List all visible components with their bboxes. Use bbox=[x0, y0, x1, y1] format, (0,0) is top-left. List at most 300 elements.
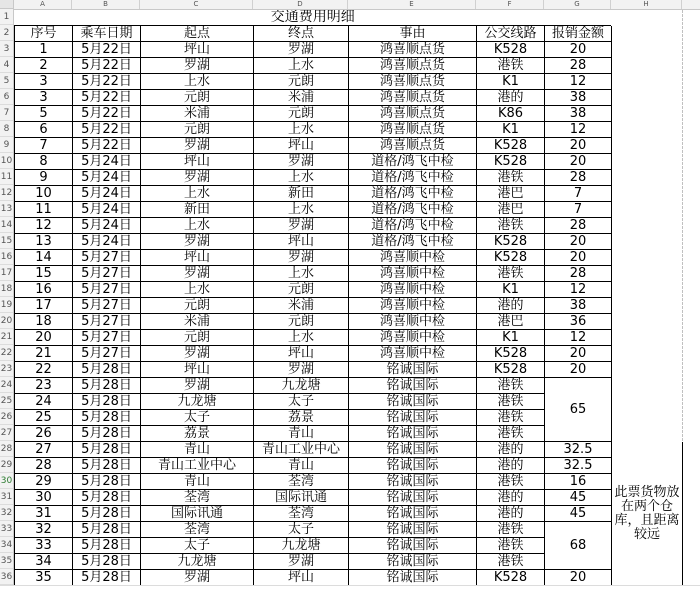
row-header-22[interactable]: 22 bbox=[0, 345, 13, 361]
data-cell[interactable]: 港铁 bbox=[477, 410, 545, 426]
data-cell[interactable]: 5月24日 bbox=[73, 202, 141, 218]
data-cell[interactable]: 30 bbox=[15, 490, 73, 506]
data-cell[interactable]: 荃湾 bbox=[254, 474, 349, 490]
data-cell[interactable]: 5月27日 bbox=[73, 346, 141, 362]
data-cell[interactable]: 港铁 bbox=[477, 554, 545, 570]
row-header-3[interactable]: 3 bbox=[0, 41, 13, 57]
data-cell[interactable]: 11 bbox=[15, 202, 73, 218]
data-cell[interactable]: 5月22日 bbox=[73, 106, 141, 122]
empty-cell[interactable] bbox=[612, 314, 683, 330]
data-cell[interactable]: 5月28日 bbox=[73, 490, 141, 506]
row-header-34[interactable]: 34 bbox=[0, 537, 13, 553]
data-cell[interactable]: 5月24日 bbox=[73, 218, 141, 234]
data-cell[interactable]: 5月28日 bbox=[73, 538, 141, 554]
row-header-11[interactable]: 11 bbox=[0, 169, 13, 185]
empty-cell[interactable] bbox=[612, 378, 683, 394]
data-cell[interactable]: 鸿喜顺点货 bbox=[349, 106, 477, 122]
data-cell[interactable]: 5月22日 bbox=[73, 58, 141, 74]
data-cell[interactable]: 27 bbox=[15, 442, 73, 458]
data-cell[interactable]: 34 bbox=[15, 554, 73, 570]
row-header-24[interactable]: 24 bbox=[0, 377, 13, 393]
header-cell[interactable]: 公交线路 bbox=[477, 26, 545, 42]
amount-cell[interactable]: 38 bbox=[545, 90, 612, 106]
data-cell[interactable]: 25 bbox=[15, 410, 73, 426]
data-cell[interactable]: 14 bbox=[15, 250, 73, 266]
note-cell[interactable]: 此票货物放在两个仓库，且距离较远 bbox=[612, 442, 683, 586]
data-cell[interactable]: 12 bbox=[15, 218, 73, 234]
column-header-h[interactable]: H bbox=[611, 0, 682, 9]
data-cell[interactable]: 港铁 bbox=[477, 266, 545, 282]
data-cell[interactable]: 港巴 bbox=[477, 186, 545, 202]
data-cell[interactable]: 鸿喜顺中检 bbox=[349, 330, 477, 346]
header-cell[interactable]: 报销金额 bbox=[545, 26, 612, 42]
amount-cell[interactable]: 12 bbox=[545, 330, 612, 346]
data-cell[interactable]: 道格/鸿飞中检 bbox=[349, 234, 477, 250]
data-cell[interactable]: 罗湖 bbox=[141, 346, 254, 362]
data-cell[interactable]: 米浦 bbox=[254, 298, 349, 314]
data-cell[interactable]: 铭诚国际 bbox=[349, 426, 477, 442]
row-header-1[interactable]: 1 bbox=[0, 9, 13, 25]
empty-cell[interactable] bbox=[612, 10, 683, 26]
data-cell[interactable]: 18 bbox=[15, 314, 73, 330]
data-cell[interactable]: 铭诚国际 bbox=[349, 474, 477, 490]
select-all-corner[interactable] bbox=[0, 0, 14, 9]
data-cell[interactable]: 港的 bbox=[477, 458, 545, 474]
data-cell[interactable]: 道格/鸿飞中检 bbox=[349, 218, 477, 234]
data-cell[interactable]: 青山工业中心 bbox=[254, 442, 349, 458]
data-cell[interactable]: 上水 bbox=[141, 282, 254, 298]
data-cell[interactable]: 5月28日 bbox=[73, 458, 141, 474]
data-cell[interactable]: 5 bbox=[15, 106, 73, 122]
amount-cell[interactable]: 28 bbox=[545, 170, 612, 186]
data-cell[interactable]: 铭诚国际 bbox=[349, 362, 477, 378]
row-header-28[interactable]: 28 bbox=[0, 441, 13, 457]
data-cell[interactable]: 铭诚国际 bbox=[349, 506, 477, 522]
data-cell[interactable]: 坪山 bbox=[254, 234, 349, 250]
data-cell[interactable]: K1 bbox=[477, 282, 545, 298]
data-cell[interactable]: 铭诚国际 bbox=[349, 538, 477, 554]
data-cell[interactable]: 罗湖 bbox=[254, 42, 349, 58]
data-cell[interactable]: 32 bbox=[15, 522, 73, 538]
empty-cell[interactable] bbox=[612, 186, 683, 202]
empty-cell[interactable] bbox=[612, 154, 683, 170]
data-cell[interactable]: 1 bbox=[15, 42, 73, 58]
data-cell[interactable]: 港的 bbox=[477, 490, 545, 506]
data-cell[interactable]: 港的 bbox=[477, 442, 545, 458]
empty-cell[interactable] bbox=[612, 410, 683, 426]
data-cell[interactable]: K528 bbox=[477, 362, 545, 378]
data-cell[interactable]: K1 bbox=[477, 74, 545, 90]
data-cell[interactable]: 铭诚国际 bbox=[349, 410, 477, 426]
amount-cell[interactable]: 20 bbox=[545, 138, 612, 154]
data-cell[interactable]: 罗湖 bbox=[254, 362, 349, 378]
data-cell[interactable]: 5月27日 bbox=[73, 298, 141, 314]
data-cell[interactable]: 5月24日 bbox=[73, 170, 141, 186]
data-cell[interactable]: 23 bbox=[15, 378, 73, 394]
data-cell[interactable]: 九龙塘 bbox=[141, 394, 254, 410]
row-header-20[interactable]: 20 bbox=[0, 313, 13, 329]
data-cell[interactable]: 24 bbox=[15, 394, 73, 410]
data-cell[interactable]: 上水 bbox=[254, 122, 349, 138]
data-cell[interactable]: 道格/鸿飞中检 bbox=[349, 170, 477, 186]
data-cell[interactable]: 荃湾 bbox=[141, 522, 254, 538]
data-cell[interactable]: 青山 bbox=[254, 426, 349, 442]
amount-cell[interactable]: 16 bbox=[545, 474, 612, 490]
data-cell[interactable]: 国际讯通 bbox=[254, 490, 349, 506]
row-header-23[interactable]: 23 bbox=[0, 361, 13, 377]
amount-cell[interactable]: 45 bbox=[545, 490, 612, 506]
data-cell[interactable]: 5月24日 bbox=[73, 154, 141, 170]
data-cell[interactable]: 5月28日 bbox=[73, 506, 141, 522]
data-cell[interactable]: 29 bbox=[15, 474, 73, 490]
amount-cell[interactable]: 45 bbox=[545, 506, 612, 522]
empty-cell[interactable] bbox=[612, 330, 683, 346]
data-cell[interactable]: 鸿喜顺点货 bbox=[349, 122, 477, 138]
data-cell[interactable]: 5月28日 bbox=[73, 554, 141, 570]
empty-cell[interactable] bbox=[612, 106, 683, 122]
data-cell[interactable]: 罗湖 bbox=[141, 58, 254, 74]
empty-cell[interactable] bbox=[612, 362, 683, 378]
amount-cell[interactable]: 28 bbox=[545, 218, 612, 234]
data-cell[interactable]: 8 bbox=[15, 154, 73, 170]
data-cell[interactable]: 5月27日 bbox=[73, 250, 141, 266]
data-cell[interactable]: 17 bbox=[15, 298, 73, 314]
amount-cell[interactable]: 36 bbox=[545, 314, 612, 330]
empty-cell[interactable] bbox=[612, 122, 683, 138]
data-cell[interactable]: 港铁 bbox=[477, 426, 545, 442]
amount-cell[interactable]: 38 bbox=[545, 106, 612, 122]
data-cell[interactable]: 鸿喜顺中检 bbox=[349, 346, 477, 362]
data-cell[interactable]: 米浦 bbox=[141, 106, 254, 122]
data-cell[interactable]: 铭诚国际 bbox=[349, 378, 477, 394]
data-cell[interactable]: 5月22日 bbox=[73, 138, 141, 154]
amount-cell[interactable]: 12 bbox=[545, 74, 612, 90]
data-cell[interactable]: 31 bbox=[15, 506, 73, 522]
data-cell[interactable]: 5月27日 bbox=[73, 282, 141, 298]
row-header-25[interactable]: 25 bbox=[0, 393, 13, 409]
merged-amount-cell[interactable]: 65 bbox=[545, 378, 612, 442]
data-cell[interactable]: 上水 bbox=[141, 74, 254, 90]
header-cell[interactable]: 乘车日期 bbox=[73, 26, 141, 42]
empty-cell[interactable] bbox=[612, 74, 683, 90]
data-cell[interactable]: 鸿喜顺中检 bbox=[349, 282, 477, 298]
data-cell[interactable]: 港铁 bbox=[477, 394, 545, 410]
amount-cell[interactable]: 7 bbox=[545, 186, 612, 202]
data-cell[interactable]: 5月28日 bbox=[73, 522, 141, 538]
data-cell[interactable]: 5月22日 bbox=[73, 74, 141, 90]
empty-cell[interactable] bbox=[612, 170, 683, 186]
data-cell[interactable]: 铭诚国际 bbox=[349, 522, 477, 538]
data-cell[interactable]: 5月28日 bbox=[73, 442, 141, 458]
data-cell[interactable]: 上水 bbox=[141, 186, 254, 202]
data-cell[interactable]: 道格/鸿飞中检 bbox=[349, 154, 477, 170]
data-cell[interactable]: K528 bbox=[477, 154, 545, 170]
data-cell[interactable]: 20 bbox=[15, 330, 73, 346]
amount-cell[interactable]: 32.5 bbox=[545, 458, 612, 474]
row-header-36[interactable]: 36 bbox=[0, 569, 13, 585]
data-cell[interactable]: 5月28日 bbox=[73, 474, 141, 490]
empty-cell[interactable] bbox=[612, 58, 683, 74]
data-cell[interactable]: 元朗 bbox=[141, 90, 254, 106]
data-cell[interactable]: 港铁 bbox=[477, 474, 545, 490]
data-cell[interactable]: 新田 bbox=[254, 186, 349, 202]
data-cell[interactable]: 5月28日 bbox=[73, 362, 141, 378]
data-cell[interactable]: 坪山 bbox=[141, 42, 254, 58]
data-cell[interactable]: 罗湖 bbox=[141, 138, 254, 154]
data-cell[interactable]: 道格/鸿飞中检 bbox=[349, 202, 477, 218]
empty-cell[interactable] bbox=[612, 426, 683, 442]
data-cell[interactable]: 鸿喜顺点货 bbox=[349, 42, 477, 58]
header-cell[interactable]: 事由 bbox=[349, 26, 477, 42]
data-cell[interactable]: 太子 bbox=[254, 522, 349, 538]
data-cell[interactable]: 九龙塘 bbox=[254, 538, 349, 554]
data-cell[interactable]: 元朗 bbox=[141, 298, 254, 314]
row-header-15[interactable]: 15 bbox=[0, 233, 13, 249]
amount-cell[interactable]: 20 bbox=[545, 346, 612, 362]
data-cell[interactable]: 上水 bbox=[254, 170, 349, 186]
column-header-b[interactable]: B bbox=[72, 0, 140, 9]
data-cell[interactable]: 22 bbox=[15, 362, 73, 378]
data-cell[interactable]: 5月28日 bbox=[73, 410, 141, 426]
data-cell[interactable]: K86 bbox=[477, 106, 545, 122]
data-cell[interactable]: 上水 bbox=[141, 218, 254, 234]
data-cell[interactable]: 5月27日 bbox=[73, 330, 141, 346]
data-cell[interactable]: 26 bbox=[15, 426, 73, 442]
data-cell[interactable]: 米浦 bbox=[141, 314, 254, 330]
data-cell[interactable]: 太子 bbox=[141, 410, 254, 426]
data-cell[interactable]: 荃湾 bbox=[141, 490, 254, 506]
data-cell[interactable]: 3 bbox=[15, 74, 73, 90]
empty-cell[interactable] bbox=[612, 266, 683, 282]
data-cell[interactable]: 罗湖 bbox=[141, 378, 254, 394]
row-header-4[interactable]: 4 bbox=[0, 57, 13, 73]
row-header-35[interactable]: 35 bbox=[0, 553, 13, 569]
data-cell[interactable]: 坪山 bbox=[141, 250, 254, 266]
column-header-c[interactable]: C bbox=[140, 0, 253, 9]
data-cell[interactable]: 港的 bbox=[477, 298, 545, 314]
data-cell[interactable]: 青山 bbox=[254, 458, 349, 474]
data-cell[interactable]: 铭诚国际 bbox=[349, 458, 477, 474]
empty-cell[interactable] bbox=[612, 234, 683, 250]
data-cell[interactable]: 35 bbox=[15, 570, 73, 586]
data-cell[interactable]: 元朗 bbox=[254, 74, 349, 90]
data-cell[interactable]: 鸿喜顺中检 bbox=[349, 314, 477, 330]
data-cell[interactable]: 罗湖 bbox=[254, 554, 349, 570]
empty-cell[interactable] bbox=[612, 26, 683, 42]
data-cell[interactable]: 5月28日 bbox=[73, 394, 141, 410]
empty-cell[interactable] bbox=[612, 138, 683, 154]
data-cell[interactable]: 港的 bbox=[477, 90, 545, 106]
data-cell[interactable]: 米浦 bbox=[254, 90, 349, 106]
empty-cell[interactable] bbox=[612, 394, 683, 410]
data-cell[interactable]: 坪山 bbox=[254, 138, 349, 154]
amount-cell[interactable]: 20 bbox=[545, 42, 612, 58]
data-cell[interactable]: K528 bbox=[477, 234, 545, 250]
data-cell[interactable]: 港铁 bbox=[477, 538, 545, 554]
data-cell[interactable]: 7 bbox=[15, 138, 73, 154]
data-cell[interactable]: 港铁 bbox=[477, 218, 545, 234]
data-cell[interactable]: 坪山 bbox=[141, 362, 254, 378]
merged-amount-cell[interactable]: 68 bbox=[545, 522, 612, 570]
data-cell[interactable]: 15 bbox=[15, 266, 73, 282]
row-header-8[interactable]: 8 bbox=[0, 121, 13, 137]
header-cell[interactable]: 起点 bbox=[141, 26, 254, 42]
empty-cell[interactable] bbox=[612, 90, 683, 106]
data-cell[interactable]: 上水 bbox=[254, 58, 349, 74]
data-cell[interactable]: 上水 bbox=[254, 330, 349, 346]
data-cell[interactable]: 九龙塘 bbox=[254, 378, 349, 394]
data-cell[interactable]: 道格/鸿飞中检 bbox=[349, 186, 477, 202]
data-cell[interactable]: 5月22日 bbox=[73, 42, 141, 58]
data-cell[interactable]: K528 bbox=[477, 250, 545, 266]
data-cell[interactable]: 上水 bbox=[254, 266, 349, 282]
data-cell[interactable]: 5月24日 bbox=[73, 234, 141, 250]
amount-cell[interactable]: 38 bbox=[545, 298, 612, 314]
column-header-a[interactable]: A bbox=[14, 0, 72, 9]
data-cell[interactable]: 坪山 bbox=[254, 570, 349, 586]
data-cell[interactable]: 33 bbox=[15, 538, 73, 554]
data-cell[interactable]: 国际讯通 bbox=[141, 506, 254, 522]
amount-cell[interactable]: 20 bbox=[545, 570, 612, 586]
data-cell[interactable]: 鸿喜顺点货 bbox=[349, 58, 477, 74]
data-cell[interactable]: 鸿喜顺中检 bbox=[349, 250, 477, 266]
data-cell[interactable]: 罗湖 bbox=[254, 250, 349, 266]
amount-cell[interactable]: 20 bbox=[545, 154, 612, 170]
data-cell[interactable]: 10 bbox=[15, 186, 73, 202]
row-header-14[interactable]: 14 bbox=[0, 217, 13, 233]
row-header-17[interactable]: 17 bbox=[0, 265, 13, 281]
data-cell[interactable]: 13 bbox=[15, 234, 73, 250]
empty-cell[interactable] bbox=[612, 298, 683, 314]
data-cell[interactable]: 鸿喜顺中检 bbox=[349, 266, 477, 282]
data-cell[interactable]: 港巴 bbox=[477, 314, 545, 330]
data-cell[interactable]: 9 bbox=[15, 170, 73, 186]
column-header-g[interactable]: G bbox=[544, 0, 611, 9]
data-cell[interactable]: 铭诚国际 bbox=[349, 570, 477, 586]
data-cell[interactable]: 青山工业中心 bbox=[141, 458, 254, 474]
data-cell[interactable]: 港铁 bbox=[477, 58, 545, 74]
data-cell[interactable]: 2 bbox=[15, 58, 73, 74]
data-cell[interactable]: 罗湖 bbox=[141, 234, 254, 250]
data-cell[interactable]: 荃湾 bbox=[254, 506, 349, 522]
row-header-33[interactable]: 33 bbox=[0, 521, 13, 537]
row-header-19[interactable]: 19 bbox=[0, 297, 13, 313]
empty-cell[interactable] bbox=[612, 218, 683, 234]
row-header-2[interactable]: 2 bbox=[0, 25, 13, 41]
empty-cell[interactable] bbox=[612, 346, 683, 362]
data-cell[interactable]: 5月28日 bbox=[73, 378, 141, 394]
data-cell[interactable]: 青山 bbox=[141, 442, 254, 458]
data-cell[interactable]: 元朗 bbox=[254, 314, 349, 330]
data-cell[interactable]: 5月22日 bbox=[73, 122, 141, 138]
data-cell[interactable]: K1 bbox=[477, 330, 545, 346]
row-header-6[interactable]: 6 bbox=[0, 89, 13, 105]
data-cell[interactable]: 罗湖 bbox=[141, 266, 254, 282]
column-header-e[interactable]: E bbox=[348, 0, 476, 9]
data-cell[interactable]: 罗湖 bbox=[254, 218, 349, 234]
data-cell[interactable]: 上水 bbox=[254, 202, 349, 218]
data-cell[interactable]: 新田 bbox=[141, 202, 254, 218]
data-cell[interactable]: 罗湖 bbox=[254, 154, 349, 170]
amount-cell[interactable]: 20 bbox=[545, 362, 612, 378]
data-cell[interactable]: 铭诚国际 bbox=[349, 554, 477, 570]
data-cell[interactable]: 鸿喜顺点货 bbox=[349, 74, 477, 90]
data-cell[interactable]: 荔景 bbox=[141, 426, 254, 442]
data-cell[interactable]: 5月27日 bbox=[73, 266, 141, 282]
amount-cell[interactable]: 7 bbox=[545, 202, 612, 218]
data-cell[interactable]: 坪山 bbox=[254, 346, 349, 362]
row-header-13[interactable]: 13 bbox=[0, 201, 13, 217]
data-cell[interactable]: 鸿喜顺点货 bbox=[349, 90, 477, 106]
data-cell[interactable]: 罗湖 bbox=[141, 570, 254, 586]
row-header-5[interactable]: 5 bbox=[0, 73, 13, 89]
data-cell[interactable]: K528 bbox=[477, 138, 545, 154]
data-cell[interactable]: 港的 bbox=[477, 506, 545, 522]
row-header-16[interactable]: 16 bbox=[0, 249, 13, 265]
row-header-21[interactable]: 21 bbox=[0, 329, 13, 345]
data-cell[interactable]: 港巴 bbox=[477, 202, 545, 218]
data-cell[interactable]: 港铁 bbox=[477, 378, 545, 394]
data-cell[interactable]: 港铁 bbox=[477, 170, 545, 186]
row-header-10[interactable]: 10 bbox=[0, 153, 13, 169]
data-cell[interactable]: K1 bbox=[477, 122, 545, 138]
amount-cell[interactable]: 12 bbox=[545, 282, 612, 298]
data-cell[interactable]: 荔景 bbox=[254, 410, 349, 426]
data-cell[interactable]: 铭诚国际 bbox=[349, 490, 477, 506]
data-cell[interactable]: 铭诚国际 bbox=[349, 442, 477, 458]
row-header-26[interactable]: 26 bbox=[0, 409, 13, 425]
data-cell[interactable]: 青山 bbox=[141, 474, 254, 490]
data-cell[interactable]: 5月27日 bbox=[73, 314, 141, 330]
row-header-27[interactable]: 27 bbox=[0, 425, 13, 441]
sheet-title[interactable]: 交通费用明细 bbox=[270, 9, 355, 26]
data-cell[interactable]: 28 bbox=[15, 458, 73, 474]
data-cell[interactable]: 5月24日 bbox=[73, 186, 141, 202]
data-cell[interactable]: 鸿喜顺点货 bbox=[349, 138, 477, 154]
data-cell[interactable]: 元朗 bbox=[141, 330, 254, 346]
empty-cell[interactable] bbox=[612, 282, 683, 298]
amount-cell[interactable]: 20 bbox=[545, 250, 612, 266]
row-header-18[interactable]: 18 bbox=[0, 281, 13, 297]
data-cell[interactable]: 港铁 bbox=[477, 522, 545, 538]
data-cell[interactable]: 3 bbox=[15, 90, 73, 106]
data-cell[interactable]: 太子 bbox=[141, 538, 254, 554]
row-header-29[interactable]: 29 bbox=[0, 457, 13, 473]
amount-cell[interactable]: 28 bbox=[545, 266, 612, 282]
data-cell[interactable]: 坪山 bbox=[141, 154, 254, 170]
empty-cell[interactable] bbox=[612, 42, 683, 58]
amount-cell[interactable]: 32.5 bbox=[545, 442, 612, 458]
header-cell[interactable]: 序号 bbox=[15, 26, 73, 42]
data-cell[interactable]: 5月28日 bbox=[73, 570, 141, 586]
data-cell[interactable]: 太子 bbox=[254, 394, 349, 410]
data-cell[interactable]: 5月28日 bbox=[73, 426, 141, 442]
row-header-30[interactable]: 30 bbox=[0, 473, 13, 489]
data-cell[interactable]: K528 bbox=[477, 42, 545, 58]
data-cell[interactable]: K528 bbox=[477, 570, 545, 586]
empty-cell[interactable] bbox=[612, 202, 683, 218]
data-cell[interactable]: 罗湖 bbox=[141, 170, 254, 186]
row-header-32[interactable]: 32 bbox=[0, 505, 13, 521]
data-cell[interactable]: 元朗 bbox=[254, 106, 349, 122]
row-header-7[interactable]: 7 bbox=[0, 105, 13, 121]
empty-cell[interactable] bbox=[612, 250, 683, 266]
column-header-d[interactable]: D bbox=[253, 0, 348, 9]
row-header-12[interactable]: 12 bbox=[0, 185, 13, 201]
column-header-f[interactable]: F bbox=[476, 0, 544, 9]
data-cell[interactable]: 元朗 bbox=[254, 282, 349, 298]
data-cell[interactable]: 九龙塘 bbox=[141, 554, 254, 570]
